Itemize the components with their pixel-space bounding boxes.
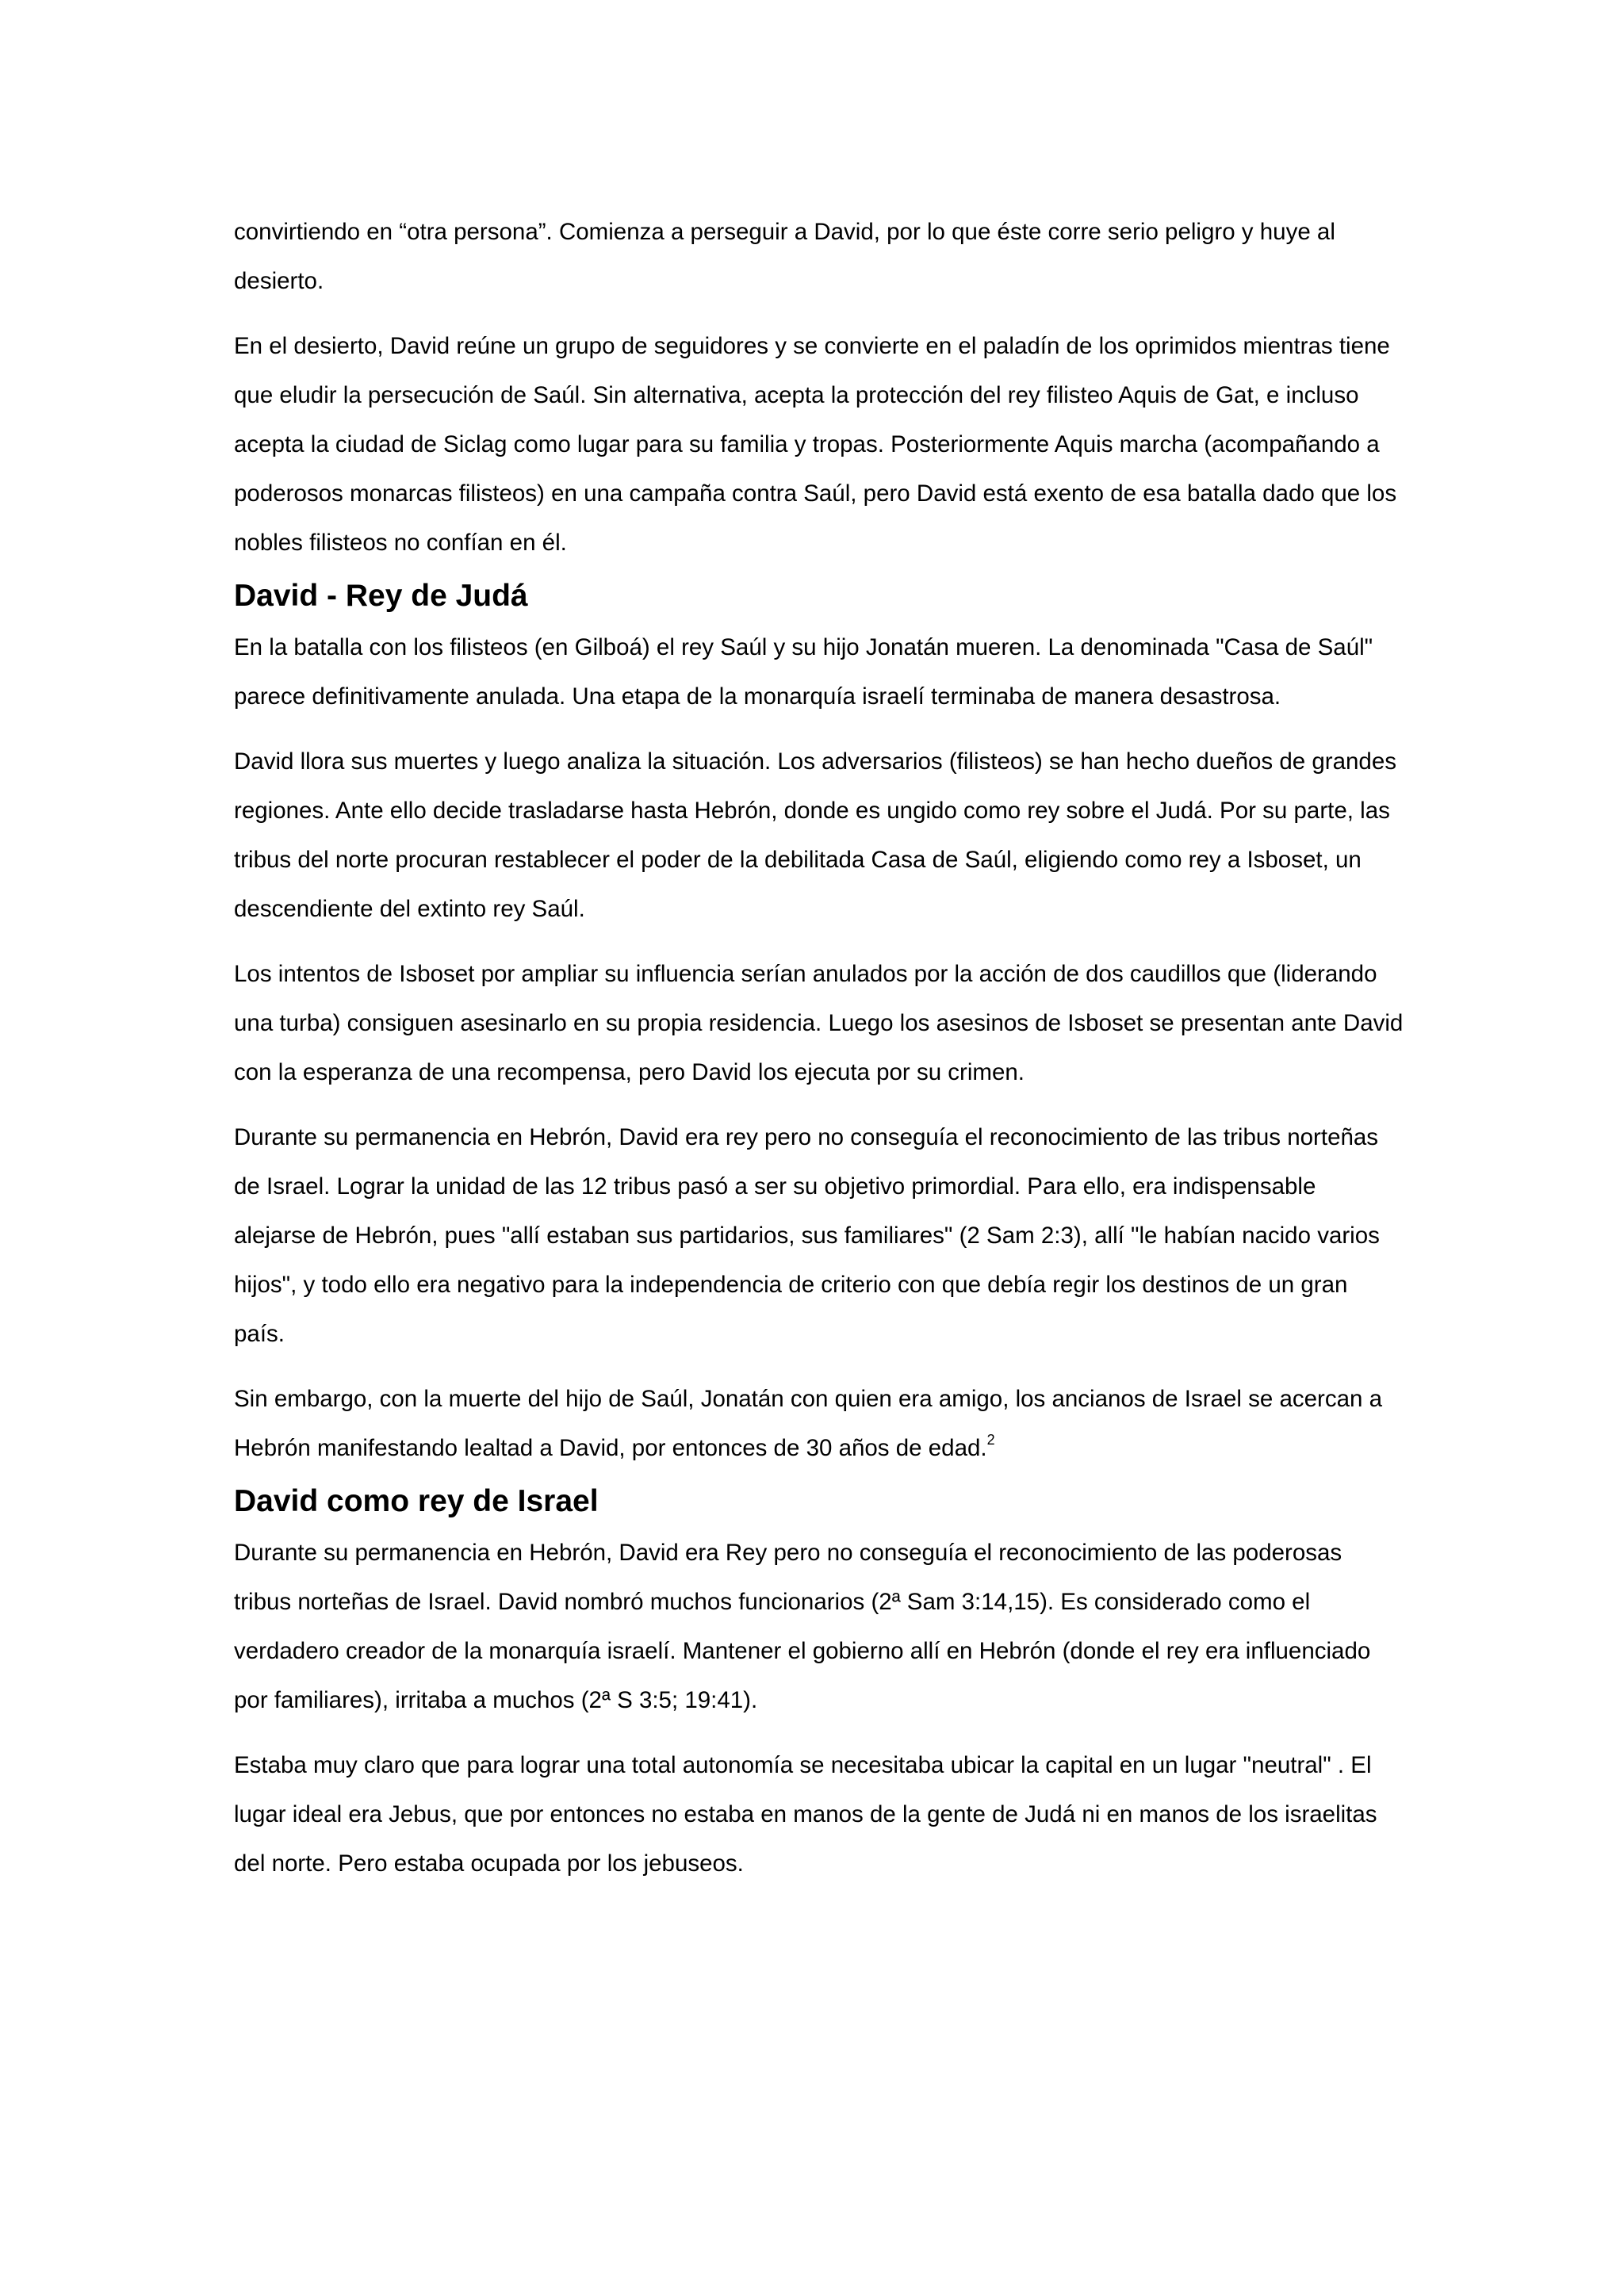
paragraph-hebron-anointing: David llora sus muertes y luego analiza la situación. Los adversarios (filisteos) se han hecho dueños de grandes regiones. Ante ello decide trasladarse hasta Hebrón, donde es ungido como rey sobre el Judá. Por su parte, las tribus del norte procuran restablecer el poder de la debilitada Casa de Saúl, eligiendo como rey a Isboset, un descendiente del extinto rey Saúl. [234, 748, 1396, 922]
document-page [234, 208, 1404, 1904]
paragraph-elders-text: Sin embargo, con la muerte del hijo de Saúl, Jonatán con quien era amigo, los ancianos de Israel se acercan a Hebrón manifestando lealtad a David, por entonces de 30 años de edad. [234, 1386, 1383, 1461]
paragraph-gilboa-battle: En la batalla con los filisteos (en Gilboá) el rey Saúl y su hijo Jonatán mueren. La denominada "Casa de Saúl" parece definitivamente anulada. Una etapa de la monarquía israelí terminaba de manera desastrosa. [234, 634, 1373, 710]
heading-rey-de-juda: David - Rey de Judá [234, 579, 528, 613]
paragraph-unity-goal: Durante su permanencia en Hebrón, David era rey pero no conseguía el reconocimiento de las tribus norteñas de Israel. Lograr la unidad de las 12 tribus pasó a ser su objetivo primordial. Para ello, era indispensable alejarse de Hebrón, pues "allí estaban sus partidarios, sus familiares" (2 Sam 2:3), allí "le habían nacido varios hijos", y todo ello era negativo para la independencia de criterio con que debía regir los destinos de un gran país. [234, 1124, 1380, 1347]
heading-rey-de-israel: David como rey de Israel [234, 1484, 599, 1518]
paragraph-isboset: Los intentos de Isboset por ampliar su influencia serían anulados por la acción de dos caudillos que (liderando una turba) consiguen asesinarlo en su propia residencia. Luego los asesinos de Isboset se presentan ante David con la esperanza de una recompensa, pero David los ejecuta por su crimen. [234, 961, 1404, 1085]
footnote-marker: 2 [986, 1432, 995, 1448]
paragraph-persecution: convirtiendo en “otra persona”. Comienza a perseguir a David, por lo que éste corre serio peligro y huye al desierto. [234, 219, 1335, 294]
paragraph-jebus: Estaba muy claro que para lograr una total autonomía se necesitaba ubicar la capital en un lugar "neutral" . El lugar ideal era Jebus, que por entonces no estaba en manos de la gente de Judá ni en manos de los israelitas del norte. Pero estaba ocupada por los jebuseos. [234, 1752, 1377, 1877]
paragraph-elders-loyalty [234, 1375, 1404, 1473]
paragraph-desert: En el desierto, David reúne un grupo de seguidores y se convierte en el paladín de los oprimidos mientras tiene que eludir la persecución de Saúl. Sin alternativa, acepta la protección del rey filisteo Aquis de Gat, e incluso acepta la ciudad de Siclag como lugar para su familia y tropas. Posteriormente Aquis marcha (acompañando a poderosos monarcas filisteos) en una campaña contra Saúl, pero David está exento de esa batalla dado que los nobles filisteos no confían en él. [234, 333, 1397, 556]
paragraph-officials: Durante su permanencia en Hebrón, David era Rey pero no conseguía el reconocimiento de las poderosas tribus norteñas de Israel. David nombró muchos funcionarios (2ª Sam 3:14,15). Es considerado como el verdadero creador de la monarquía israelí. Mantener el gobierno allí en Hebrón (donde el rey era influenciado por familiares), irritaba a muchos (2ª S 3:5; 19:41). [234, 1540, 1371, 1713]
